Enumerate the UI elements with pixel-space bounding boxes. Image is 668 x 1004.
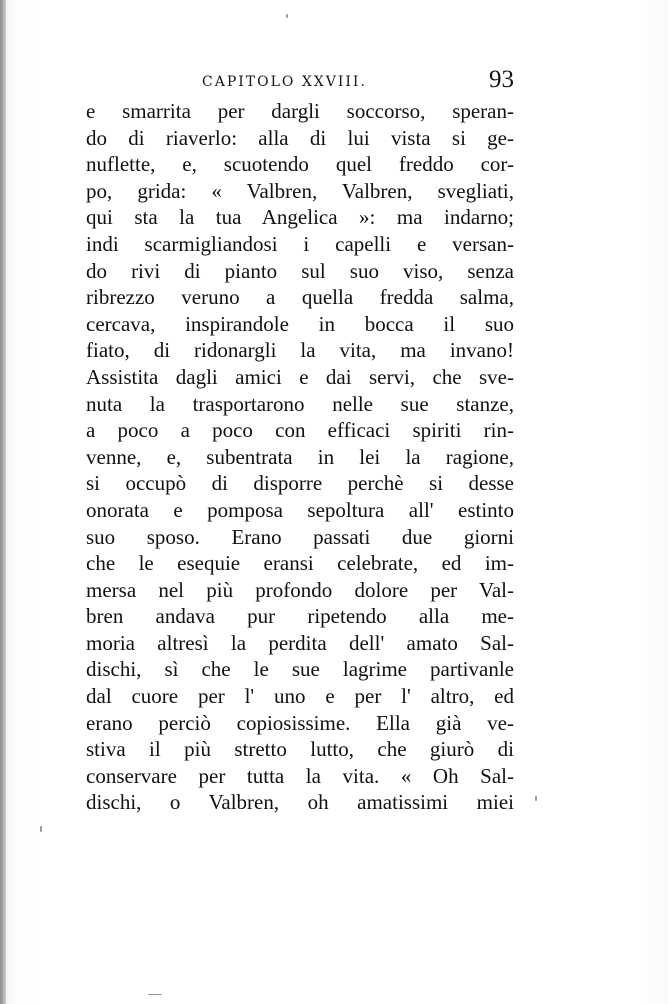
text-line: conservare per tutta la vita. « Oh Sal- [86, 763, 514, 788]
text-line: dischi, o Valbren, oh amatissimi miei [86, 790, 514, 815]
text-line: stiva il più stretto lutto, che giurò di [86, 737, 514, 762]
text-line: nuflette, e, scuotendo quel freddo cor- [86, 152, 514, 177]
paper-speck [148, 994, 162, 995]
paper-speck [535, 796, 537, 801]
text-line: fiato, di ridonargli la vita, ma invano! [86, 338, 514, 363]
paper-speck [286, 14, 288, 18]
text-line: do di riaverlo: alla di lui vista si ge- [86, 125, 514, 150]
text-line: nuta la trasportarono nelle sue stanze, [86, 391, 514, 416]
text-line: si occupò di disporre perchè si desse [86, 471, 514, 496]
running-title: CAPITOLO XXVIII. [202, 74, 367, 90]
page-binding-edge [0, 0, 6, 1004]
page-number: 93 [489, 66, 514, 93]
text-line: onorata e pomposa sepoltura all' estinto [86, 497, 514, 522]
text-line: qui sta la tua Angelica »: ma indarno; [86, 205, 514, 230]
text-line: po, grida: « Valbren, Valbren, svegliati, [86, 178, 514, 203]
paper-speck [40, 826, 42, 832]
page-header [86, 66, 514, 102]
text-line: venne, e, subentrata in lei la ragione, [86, 444, 514, 469]
text-line: indi scarmigliandosi i capelli e versan- [86, 231, 514, 256]
text-line: che le esequie eransi celebrate, ed im- [86, 551, 514, 576]
body-text [86, 98, 514, 816]
text-line: moria altresì la perdita dell' amato Sal- [86, 630, 514, 655]
text-line: e smarrita per dargli soccorso, speran- [86, 99, 514, 123]
text-line: dal cuore per l' uno e per l' altro, ed [86, 684, 514, 709]
text-line: dischi, sì che le sue lagrime partivanle [86, 657, 514, 682]
text-line: erano perciò copiosissime. Ella già ve- [86, 710, 514, 735]
text-line: do rivi di pianto sul suo viso, senza [86, 258, 514, 283]
text-line: Assistita dagli amici e dai servi, che sve- [86, 364, 514, 389]
text-line: ribrezzo veruno a quella fredda salma, [86, 285, 514, 310]
text-line: suo sposo. Erano passati due giorni [86, 524, 514, 549]
text-line: bren andava pur ripetendo alla me- [86, 604, 514, 629]
text-line: cercava, inspirandole in bocca il suo [86, 311, 514, 336]
text-line: mersa nel più profondo dolore per Val- [86, 577, 514, 602]
text-line: a poco a poco con efficaci spiriti rin- [86, 418, 514, 443]
